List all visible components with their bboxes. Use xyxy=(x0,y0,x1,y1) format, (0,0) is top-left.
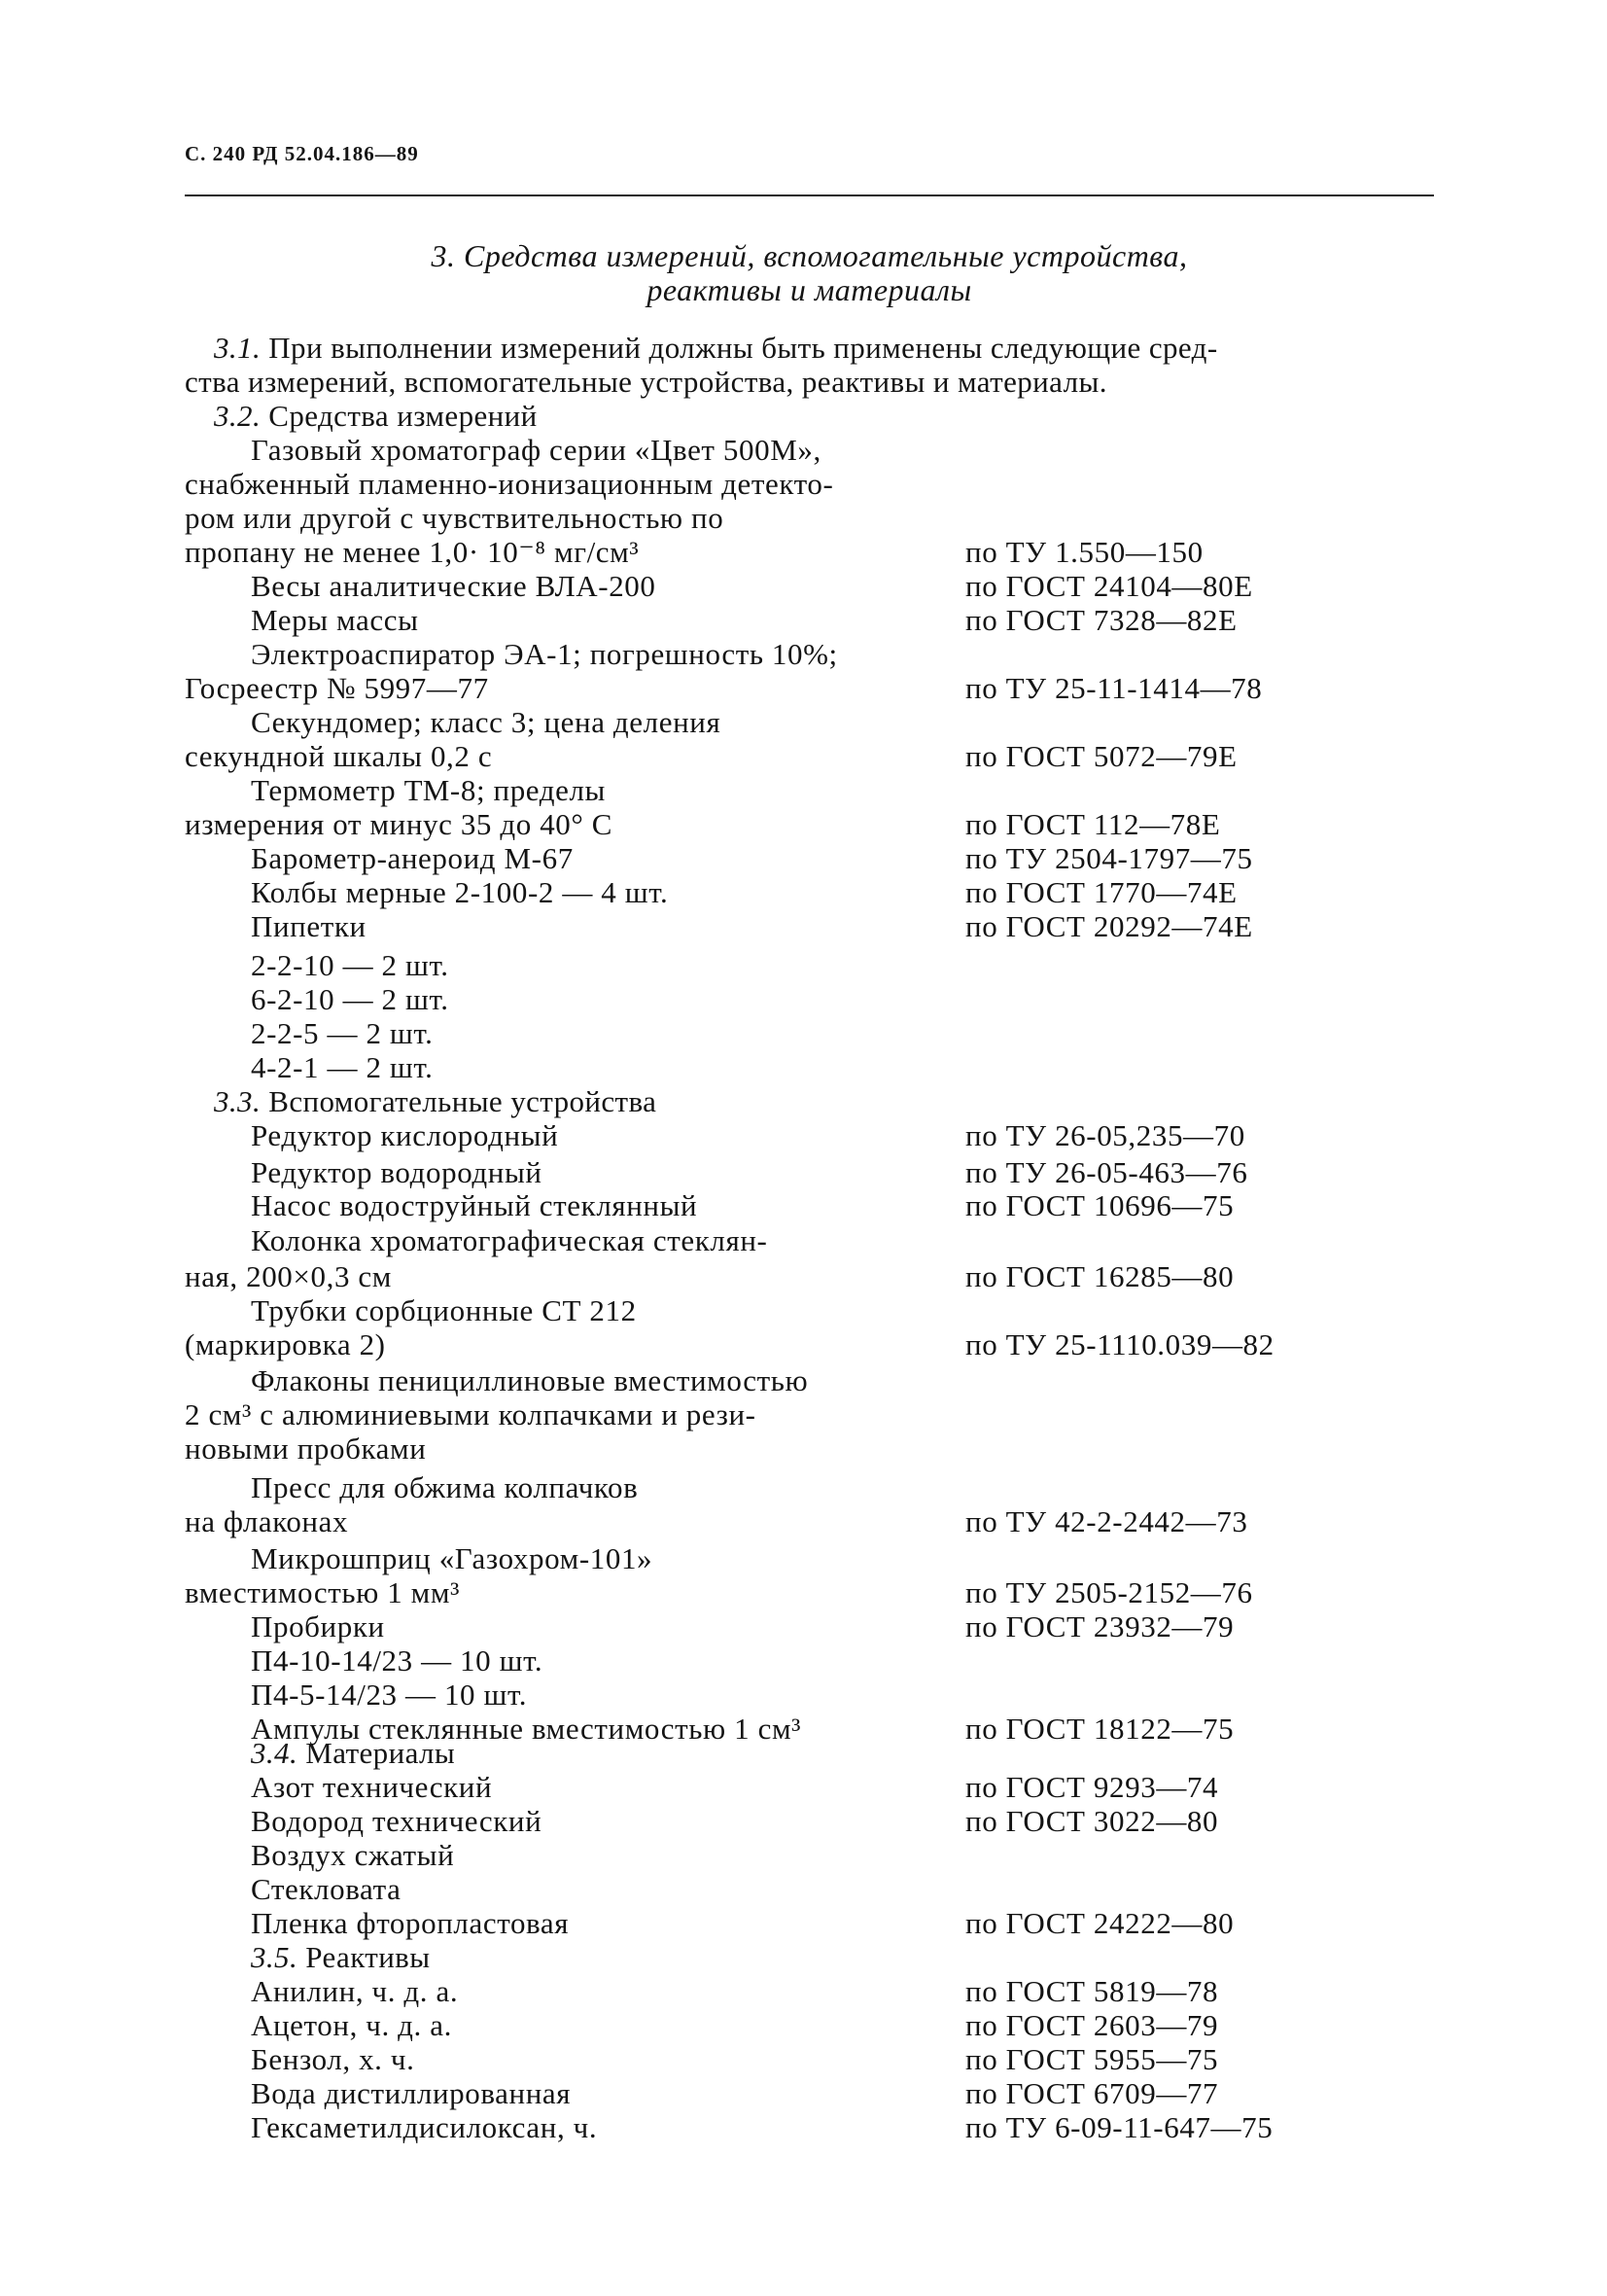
item-standard: по ГОСТ 5072—79Е xyxy=(965,739,1238,773)
item-description: Секундомер; класс 3; цена деления xyxy=(251,705,721,739)
item-description: Электроаспиратор ЭА-1; погрешность 10%; xyxy=(251,637,838,671)
item-standard: по ГОСТ 9293—74 xyxy=(965,1770,1219,1804)
item-description: Насос водоструйный стеклянный xyxy=(251,1188,698,1222)
heading-3-2 xyxy=(214,399,538,433)
header-rule xyxy=(185,194,1434,196)
clause-number: 3.4. xyxy=(251,1736,298,1770)
page-header: С. 240 РД 52.04.186—89 xyxy=(185,142,419,165)
item-description: Редуктор кислородный xyxy=(251,1118,559,1152)
item-description: ная, 200×0,3 см xyxy=(185,1259,392,1293)
item-standard: по ТУ 25-1110.039—82 xyxy=(965,1327,1275,1361)
item-description: Вода дистиллированная xyxy=(251,2076,572,2110)
item-description: Редуктор водородный xyxy=(251,1155,542,1189)
item-standard: по ГОСТ 20292—74Е xyxy=(965,909,1253,943)
item-description: Трубки сорбционные СТ 212 xyxy=(251,1293,637,1327)
item-description: 2-2-10 — 2 шт. xyxy=(251,948,449,982)
item-standard: по ГОСТ 10696—75 xyxy=(965,1188,1235,1222)
intro-line1 xyxy=(214,331,1437,365)
item-description: 2-2-5 — 2 шт. xyxy=(251,1016,434,1050)
heading-text: Реактивы xyxy=(297,1940,431,1974)
clause-number: 3.1. xyxy=(214,331,262,365)
item-standard: по ГОСТ 7328—82Е xyxy=(965,603,1238,637)
item-standard: по ТУ 2505-2152—76 xyxy=(965,1575,1253,1609)
item-description: вместимостью 1 мм³ xyxy=(185,1575,460,1609)
item-description: Флаконы пенициллиновые вместимостью xyxy=(251,1363,809,1397)
item-description: Госреестр № 5997—77 xyxy=(185,671,489,705)
item-description: Пресс для обжима колпачков xyxy=(251,1470,639,1504)
item-standard: по ГОСТ 24104—80Е xyxy=(965,569,1253,603)
item-description: 6-2-10 — 2 шт. xyxy=(251,982,449,1016)
item-description: ром или другой с чувствительностью по xyxy=(185,501,724,535)
item-standard: по ГОСТ 1770—74Е xyxy=(965,875,1238,909)
clause-number: 3.3. xyxy=(214,1084,262,1118)
item-description: 4-2-1 — 2 шт. xyxy=(251,1050,434,1084)
item-description: Ацетон, ч. д. а. xyxy=(251,2008,452,2042)
item-standard: по ГОСТ 24222—80 xyxy=(965,1906,1235,1940)
item-description: измерения от минус 35 до 40° С xyxy=(185,807,613,841)
item-description: Термометр ТМ-8; пределы xyxy=(251,773,606,807)
item-standard: по ГОСТ 16285—80 xyxy=(965,1259,1235,1293)
item-description: пропану не менее 1,0· 10⁻⁸ мг/см³ xyxy=(185,535,640,569)
item-description: новыми пробками xyxy=(185,1431,427,1466)
clause-number: 3.5. xyxy=(251,1940,298,1974)
item-standard: по ТУ 6-09-11-647—75 xyxy=(965,2110,1274,2144)
item-description: Бензол, х. ч. xyxy=(251,2042,415,2076)
item-description: Барометр-анероид М-67 xyxy=(251,841,574,875)
item-standard: по ТУ 1.550—150 xyxy=(965,535,1204,569)
item-description: Газовый хроматограф серии «Цвет 500М», xyxy=(251,433,821,467)
item-description: Ампулы стеклянные вместимостью 1 см³ xyxy=(251,1712,802,1746)
clause-number: 3.2. xyxy=(214,399,262,433)
item-description: Меры массы xyxy=(251,603,419,637)
item-description: снабженный пламенно-ионизационным детекто- xyxy=(185,467,834,501)
item-standard: по ГОСТ 5955—75 xyxy=(965,2042,1219,2076)
item-standard: по ГОСТ 5819—78 xyxy=(965,1974,1219,2008)
item-description: Водород технический xyxy=(251,1804,542,1838)
item-description: П4-10-14/23 — 10 шт. xyxy=(251,1643,543,1678)
item-description: Колбы мерные 2-100-2 — 4 шт. xyxy=(251,875,669,909)
item-standard: по ГОСТ 23932—79 xyxy=(965,1609,1235,1643)
item-description: на флаконах xyxy=(185,1504,349,1538)
heading-text: Вспомогательные устройства xyxy=(261,1084,657,1118)
item-standard: по ТУ 25-11-1414—78 xyxy=(965,671,1263,705)
heading-text: Средства измерений xyxy=(261,399,538,433)
item-description: (маркировка 2) xyxy=(185,1327,386,1361)
item-description: 2 см³ с алюминиевыми колпачками и рези- xyxy=(185,1397,756,1431)
item-description: Гексаметилдисилоксан, ч. xyxy=(251,2110,598,2144)
item-description: Пробирки xyxy=(251,1609,385,1643)
item-standard: по ГОСТ 2603—79 xyxy=(965,2008,1219,2042)
item-description: Пленка фторопластовая xyxy=(251,1906,570,1940)
item-description: Воздух сжатый xyxy=(251,1838,455,1872)
item-description: Весы аналитические ВЛА-200 xyxy=(251,569,656,603)
item-standard: по ТУ 2504-1797—75 xyxy=(965,841,1253,875)
item-description: Азот технический xyxy=(251,1770,493,1804)
item-standard: по ГОСТ 3022—80 xyxy=(965,1804,1219,1838)
item-standard: по ТУ 42-2-2442—73 xyxy=(965,1504,1248,1538)
item-standard: по ГОСТ 18122—75 xyxy=(965,1712,1235,1746)
item-standard: по ГОСТ 6709—77 xyxy=(965,2076,1219,2110)
heading-text: Материалы xyxy=(297,1736,456,1770)
item-description: Пипетки xyxy=(251,909,367,943)
section-title-line1: 3. Средства измерений, вспомогательные устройства, xyxy=(431,238,1188,273)
heading-3-5 xyxy=(251,1940,430,1974)
item-description: П4-5-14/23 — 10 шт. xyxy=(251,1678,528,1712)
item-description: Стекловата xyxy=(251,1872,402,1906)
item-standard: по ТУ 26-05,235—70 xyxy=(965,1118,1245,1152)
item-standard: по ТУ 26-05-463—76 xyxy=(965,1155,1248,1189)
item-description: Колонка хроматографическая стеклян- xyxy=(251,1223,768,1257)
section-title-line2: реактивы и материалы xyxy=(646,272,972,307)
intro-line2: ства измерений, вспомогательные устройства, реактивы и материалы. xyxy=(185,365,1107,399)
item-description: Микрошприц «Газохром-101» xyxy=(251,1541,653,1575)
item-description: Анилин, ч. д. а. xyxy=(251,1974,459,2008)
item-standard: по ГОСТ 112—78Е xyxy=(965,807,1221,841)
item-description: секундной шкалы 0,2 с xyxy=(185,739,493,773)
heading-3-3 xyxy=(214,1084,656,1118)
intro-text: При выполнении измерений должны быть применены следующие сред- xyxy=(261,331,1218,365)
